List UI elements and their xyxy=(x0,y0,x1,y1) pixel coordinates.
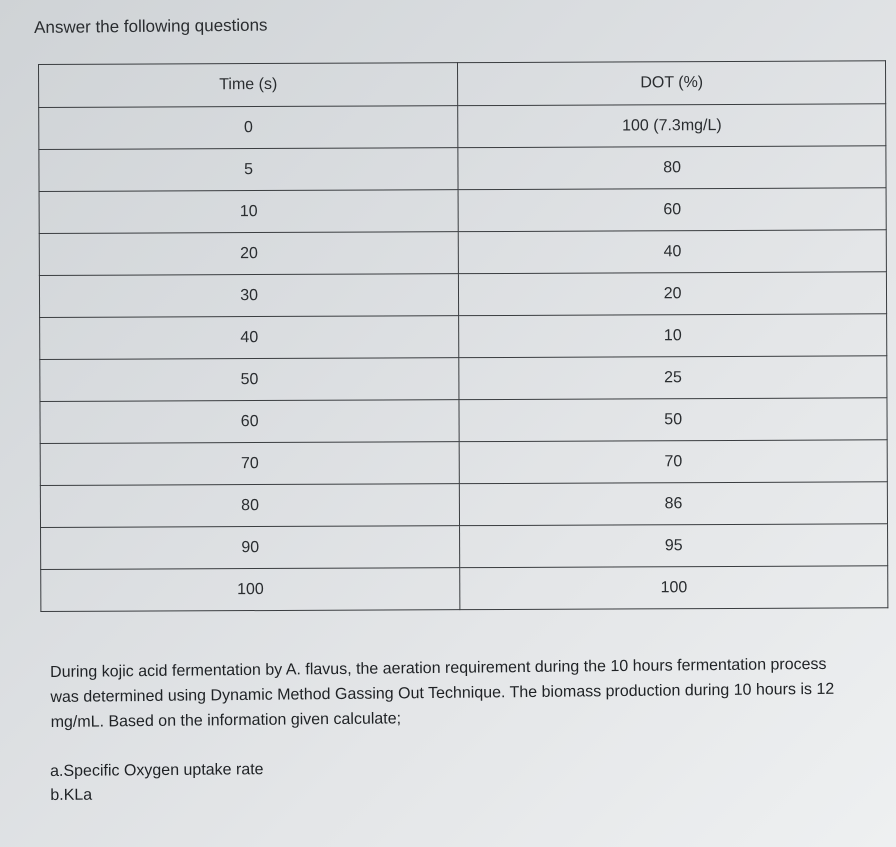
page-heading: Answer the following questions xyxy=(34,15,268,37)
question-part-b: b.KLa xyxy=(50,786,93,804)
cell-time: 30 xyxy=(39,274,458,318)
table-row xyxy=(41,524,888,570)
header-dot: DOT (%) xyxy=(458,61,886,106)
cell-dot: 95 xyxy=(460,524,888,568)
header-time: Time (s) xyxy=(39,63,458,108)
cell-dot: 50 xyxy=(459,398,887,442)
question-part-a: a.Specific Oxygen uptake rate xyxy=(50,761,264,780)
table-header-row xyxy=(39,61,886,108)
cell-dot: 100 xyxy=(460,566,888,610)
question-parts xyxy=(50,758,264,808)
table-row xyxy=(39,230,886,276)
cell-dot: 70 xyxy=(459,440,887,484)
cell-time: 60 xyxy=(40,400,459,444)
cell-time: 100 xyxy=(41,568,460,612)
table-row xyxy=(41,566,888,612)
cell-time: 80 xyxy=(40,484,459,528)
table-row xyxy=(39,104,886,150)
cell-time: 70 xyxy=(40,442,459,486)
dot-time-table xyxy=(38,60,888,612)
table-row xyxy=(39,188,886,234)
cell-dot: 25 xyxy=(459,356,887,400)
cell-dot: 100 (7.3mg/L) xyxy=(458,104,886,148)
table-row xyxy=(40,314,887,360)
table-row xyxy=(40,356,887,402)
cell-dot: 86 xyxy=(460,482,888,526)
cell-time: 90 xyxy=(41,526,460,570)
cell-time: 50 xyxy=(40,358,459,402)
table-row xyxy=(39,272,886,318)
cell-time: 40 xyxy=(40,316,459,360)
cell-time: 0 xyxy=(39,106,458,150)
table-row xyxy=(40,398,887,444)
data-table-container xyxy=(38,60,888,612)
cell-dot: 40 xyxy=(458,230,886,274)
cell-time: 5 xyxy=(39,148,458,192)
table-row xyxy=(40,440,887,486)
cell-dot: 20 xyxy=(459,272,887,316)
question-paragraph: During kojic acid fermentation by A. flavus, the aeration requirement during the 10 hours fermentation process was determined using Dynamic Method Gassing Out Technique. The biomass production during 10 hours is 12 mg/mL. Based on the information given calculate; xyxy=(50,655,835,731)
table-row xyxy=(39,146,886,192)
cell-dot: 10 xyxy=(459,314,887,358)
cell-dot: 60 xyxy=(458,188,886,232)
cell-dot: 80 xyxy=(458,146,886,190)
cell-time: 20 xyxy=(39,232,458,276)
cell-time: 10 xyxy=(39,190,458,234)
table-row xyxy=(40,482,887,528)
